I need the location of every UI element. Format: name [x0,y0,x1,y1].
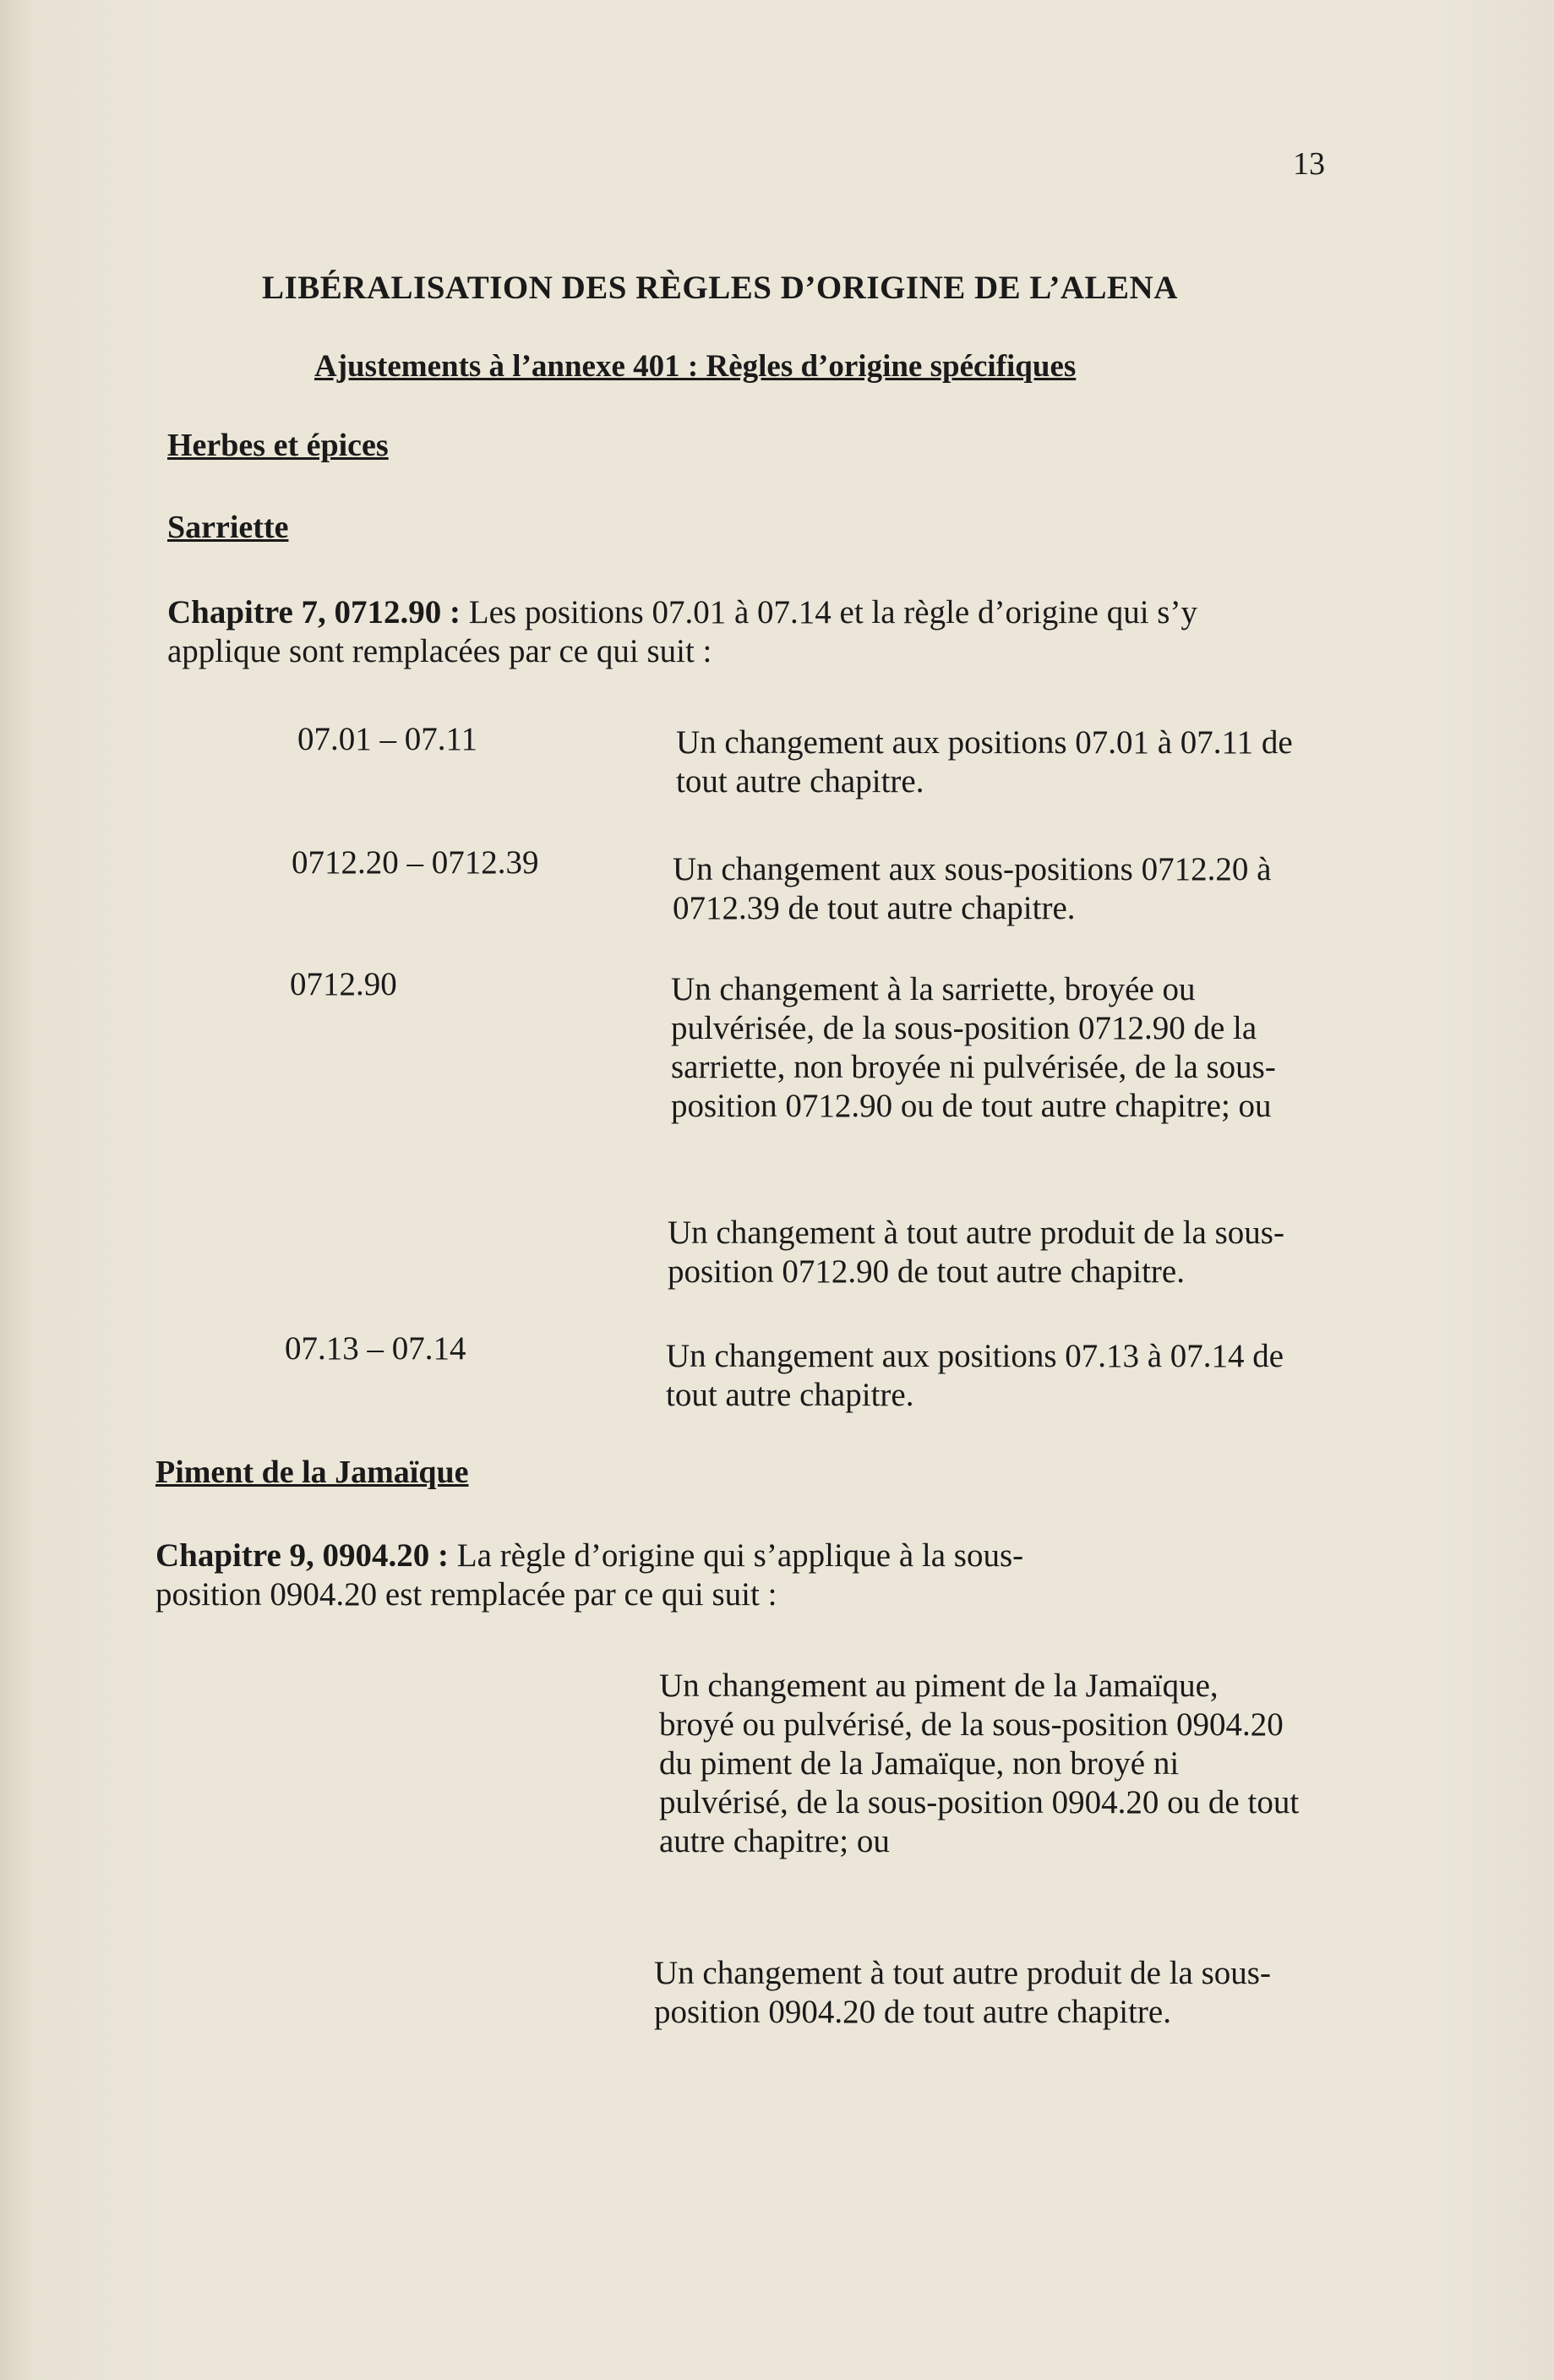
origin-rule: Un changement à tout autre produit de la sous-position 0904.20 de tout autre chapitre. [654,1955,1271,2030]
tariff-code: 07.13 – 07.14 [285,1330,466,1367]
sarriette-intro [167,593,1291,671]
piment-intro-text: La règle d’origine qui s’applique à la sous-position 0904.20 est remplacée par ce qui suit : [155,1537,1024,1613]
piment-intro [155,1537,1043,1614]
section-heading: Herbes et épices [167,428,389,463]
sarriette-intro-text: Les positions 07.01 à 07.14 et la règle d’origine qui s’y applique sont remplacées par ce qui suit : [167,594,1197,669]
origin-rule: Un changement aux sous-positions 0712.20 à 0712.39 de tout autre chapitre. [673,851,1272,926]
tariff-code: 07.01 – 07.11 [297,721,478,757]
sarriette-heading: Sarriette [167,510,289,545]
origin-rule: Un changement aux positions 07.01 à 07.11 de tout autre chapitre. [676,724,1293,800]
origin-rule: Un changement au piment de la Jamaïque, broyé ou pulvérisé, de la sous-position 0904.20 du piment de la Jamaïque, non broyé ni pulvérisé, de la sous-position 0904.20 ou de tout autre chapitre; ou [659,1668,1300,1859]
piment-heading: Piment de la Jamaïque [155,1455,469,1490]
origin-rule: Un changement à la sarriette, broyée ou pulvérisée, de la sous-position 0712.90 de la sarriette, non broyée ni pulvérisée, de la sous-position 0712.90 ou de tout autre chapitre; ou [671,971,1276,1124]
sarriette-intro-bold: Chapitre 7, 0712.90 : [167,594,461,630]
tariff-code: 0712.90 [290,966,397,1002]
document-subtitle: Ajustements à l’annexe 401 : Règles d’origine spécifiques [314,349,1077,384]
origin-rule: Un changement aux positions 07.13 à 07.14 de tout autre chapitre. [666,1338,1284,1413]
page-number: 13 [1293,146,1325,182]
tariff-code: 0712.20 – 0712.39 [292,844,539,881]
origin-rule: Un changement à tout autre produit de la sous-position 0712.90 de tout autre chapitre. [668,1215,1284,1290]
document-title: LIBÉRALISATION DES RÈGLES D’ORIGINE DE L’ALENA [262,270,1178,306]
piment-intro-bold: Chapitre 9, 0904.20 : [155,1537,450,1574]
